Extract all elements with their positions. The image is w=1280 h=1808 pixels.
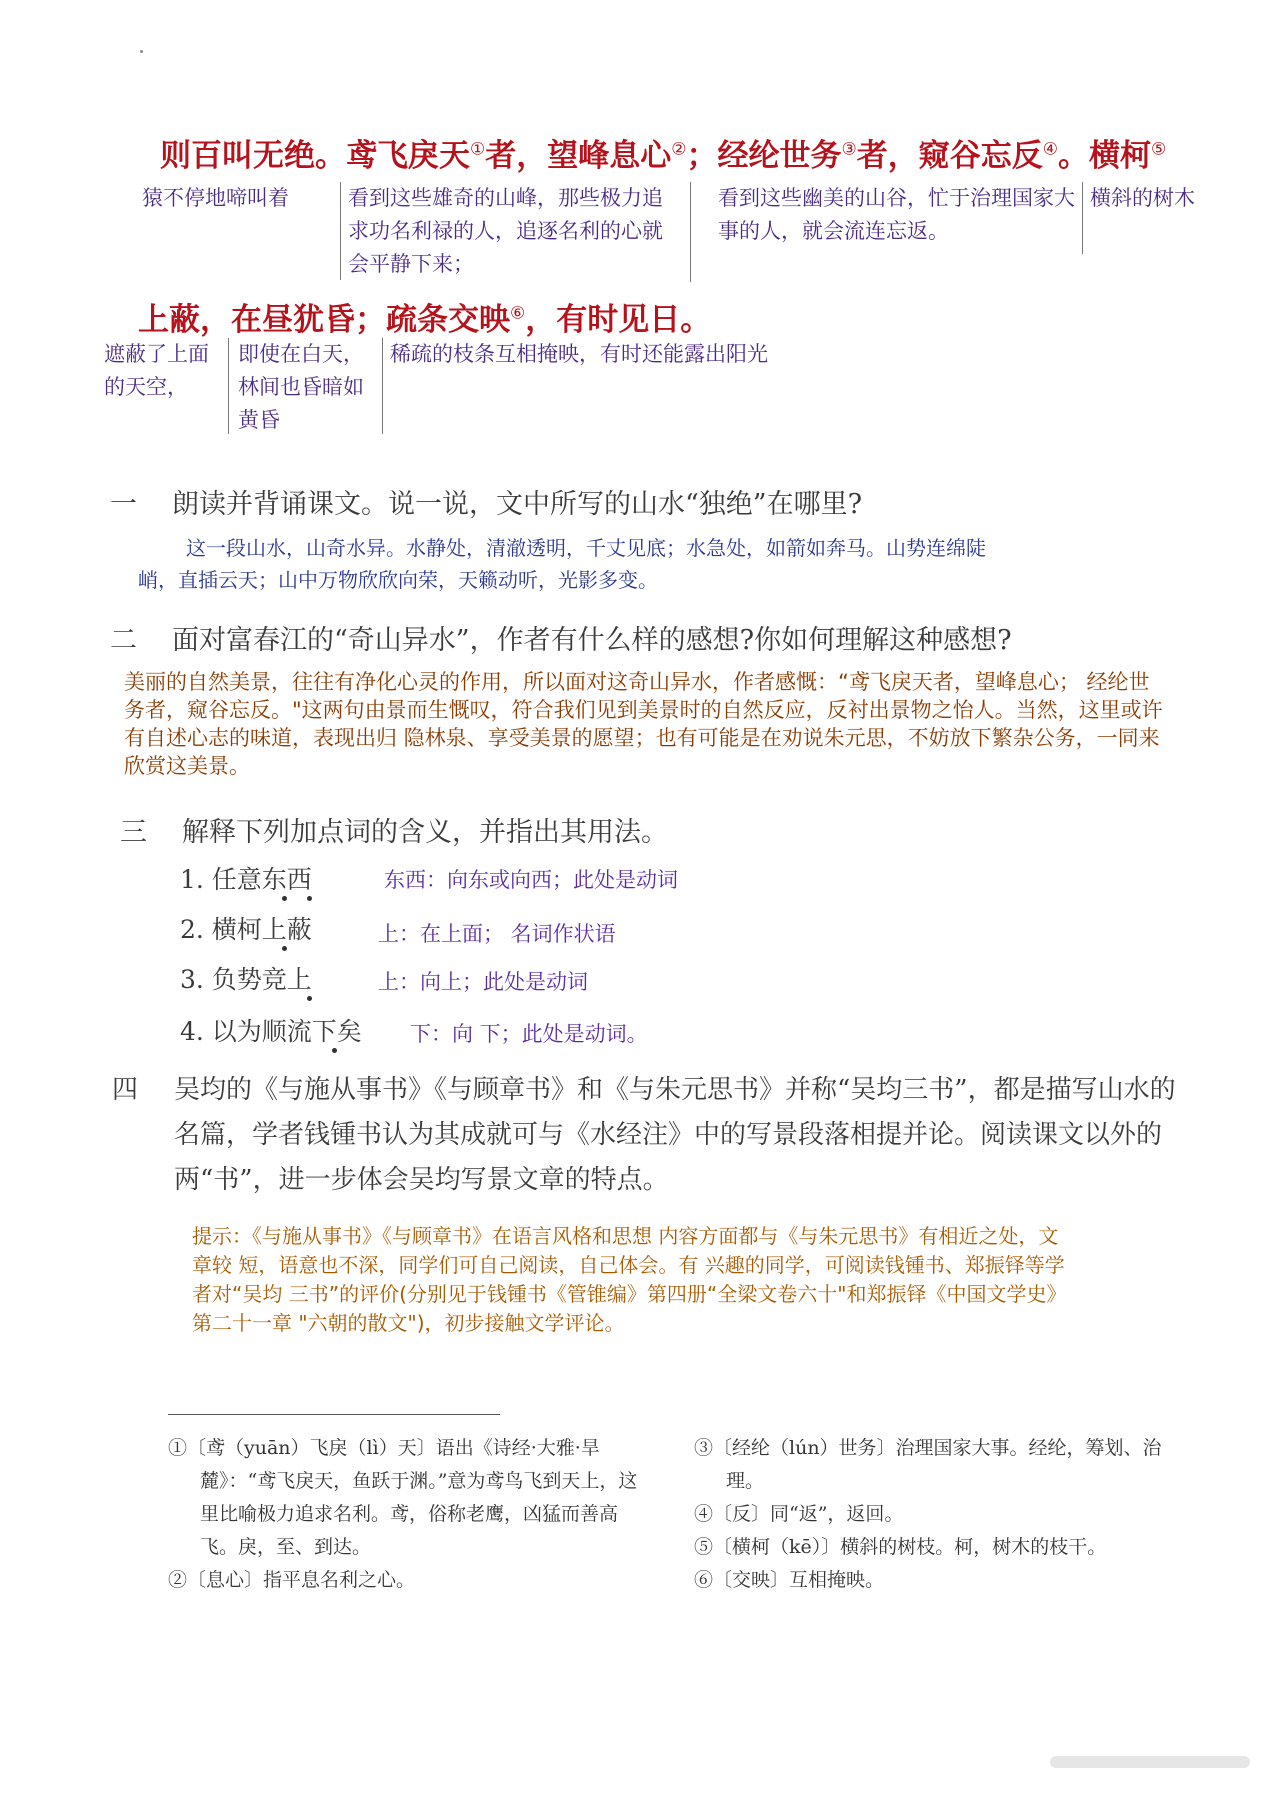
footnote-2: ②〔息心〕指平息名利之心。	[168, 1569, 416, 1591]
question-4-answer: 提示：《与施从事书》《与顾章书》在语言风格和思想 内容方面都与《与朱元思书》有相近之处，文章较 短，语意也不深，同学们可自己阅读，自己体会。有 兴趣的同学，可阅读钱锺书、郑振铎等学者对“吴均 三书”的评价(分别见于钱锺书《管锥编》第四册“全梁文卷六十"和郑振铎《中国文学史》第二十一章 "六朝的散文")，初步接触文学评论。	[192, 1224, 1067, 1335]
footnote-ref: ④	[1042, 139, 1058, 160]
question-3-title	[120, 810, 668, 849]
gloss-divider	[690, 182, 691, 282]
footnotes-left	[168, 1432, 638, 1597]
footnote-ref: ③	[841, 139, 857, 160]
passage-line-2	[138, 294, 711, 339]
emphasis-dot	[282, 946, 287, 951]
question-3-item-3: 3. 负势竞上	[180, 965, 312, 994]
question-2-title	[110, 618, 1012, 657]
question-text: 吴均的《与施从事书》《与顾章书》和《与朱元思书》并称“吴均三书”，都是描写山水的名篇，学者钱锺书认为其成就可与《水经注》中的写景段落相提并论。阅读课文以外的两“书”，进一步体会吴均写景文章的特点。	[174, 1075, 1176, 1195]
footnotes-right	[694, 1432, 1178, 1597]
question-2-answer: 美丽的自然美景，往往有净化心灵的作用，所以面对这奇山异水，作者感慨：“鸢飞戾天者，望峰息心； 经纶世务者，窥谷忘反。"这两句由景而生慨叹，符合我们见到美景时的自然反应，反衬出景物之怡人。当然，这里或许有自述心志的味道，表现出归 隐林泉、享受美景的愿望；也有可能是在劝说朱元思，不妨放下繁杂公务，一同来欣赏这美景。	[124, 670, 1163, 778]
question-4-title	[112, 1068, 1194, 1203]
question-number: 三	[120, 817, 147, 848]
question-3-answer-2: 上：在上面； 名词作状语	[378, 922, 616, 946]
emphasis-dot	[307, 896, 312, 901]
gloss: 遮蔽了上面的天空，	[104, 342, 209, 399]
page-mark	[140, 50, 143, 53]
footnote-ref: ②	[671, 139, 687, 160]
gloss-divider	[340, 182, 341, 280]
question-number: 一	[110, 489, 137, 520]
gloss: 稀疏的枝条互相掩映，有时还能露出阳光	[390, 342, 768, 366]
gloss: 即使在白天，林间也昏暗如黄昏	[238, 342, 364, 432]
footnote-3: ③〔经纶（lún）世务〕治理国家大事。经纶，筹划、治理。	[694, 1437, 1162, 1492]
question-1-title	[110, 482, 862, 521]
footnote-ref: ⑤	[1151, 139, 1167, 160]
passage-text: 上蔽，在昼犹昏；疏条交映	[138, 302, 510, 338]
footnote-6: ⑥〔交映〕互相掩映。	[694, 1569, 885, 1591]
question-3-answer-3: 上：向上；此处是动词	[378, 970, 588, 994]
question-text: 朗读并背诵课文。说一说，文中所写的山水“独绝”在哪里?	[172, 489, 863, 520]
footnote-ref: ⑥	[510, 303, 526, 324]
footnote-5: ⑤〔横柯（kē）〕横斜的树枝。柯，树木的枝干。	[694, 1536, 1107, 1558]
question-1-answer: 这一段山水，山奇水异。水静处，清澈透明，千丈见底；水急处，如箭如奔马。山势连绵陡峭，直插云天；山中万物欣欣向荣，天籁动听，光影多变。	[138, 536, 986, 592]
passage-text: ，有时见日。	[525, 302, 712, 338]
gloss: 横斜的树木	[1090, 186, 1195, 210]
passage-text: 。横柯	[1058, 138, 1151, 174]
passage-text: 者，望峰息心	[485, 138, 672, 174]
question-3-item-2: 2. 横柯上蔽	[180, 915, 312, 944]
passage-text: ；经纶世务	[686, 138, 842, 174]
emphasis-dot	[307, 996, 312, 1001]
gloss: 猿不停地啼叫着	[142, 186, 289, 210]
question-text: 面对富春江的“奇山异水”，作者有什么样的感想?你如何理解这种感想?	[172, 625, 1012, 656]
gloss: 看到这些幽美的山谷，忙于治理国家大事的人，就会流连忘返。	[718, 186, 1075, 243]
question-text: 解释下列加点词的含义，并指出其用法。	[182, 817, 668, 848]
emphasis-dot	[332, 1048, 337, 1053]
passage-line-1	[160, 130, 1166, 175]
footnote-1: ①〔鸢（yuān）飞戾（lì）天〕语出《诗经·大雅·旱麓》：“鸢飞戾天，鱼跃于渊。”意为鸢鸟飞到天上，这里比喻极力追求名利。鸢，俗称老鹰，凶猛而善高飞。戾，至、到达。	[168, 1437, 638, 1558]
footnote-ref: ①	[470, 139, 486, 160]
emphasis-dot	[282, 896, 287, 901]
gloss: 看到这些雄奇的山峰，那些极力追求功名利禄的人，追逐名利的心就会平静下来；	[348, 186, 663, 276]
footnote-divider	[168, 1414, 500, 1415]
gloss-divider	[1082, 182, 1083, 254]
question-3-answer-1: 东西：向东或向西；此处是动词	[384, 868, 678, 892]
question-3-answer-4: 下：向 下；此处是动词。	[410, 1022, 648, 1046]
question-number: 二	[110, 625, 137, 656]
scroll-indicator	[1050, 1756, 1250, 1768]
passage-text: 者，窥谷忘反	[856, 138, 1043, 174]
question-3-item-1: 1. 任意东西	[180, 865, 312, 894]
gloss-divider	[382, 338, 383, 434]
question-3-item-4: 4. 以为顺流下矣	[180, 1017, 362, 1046]
footnote-4: ④〔反〕同“返”，返回。	[694, 1503, 904, 1525]
gloss-divider	[228, 338, 229, 434]
passage-text: 则百叫无绝。鸢飞戾天	[160, 138, 470, 174]
question-number: 四	[112, 1075, 139, 1105]
